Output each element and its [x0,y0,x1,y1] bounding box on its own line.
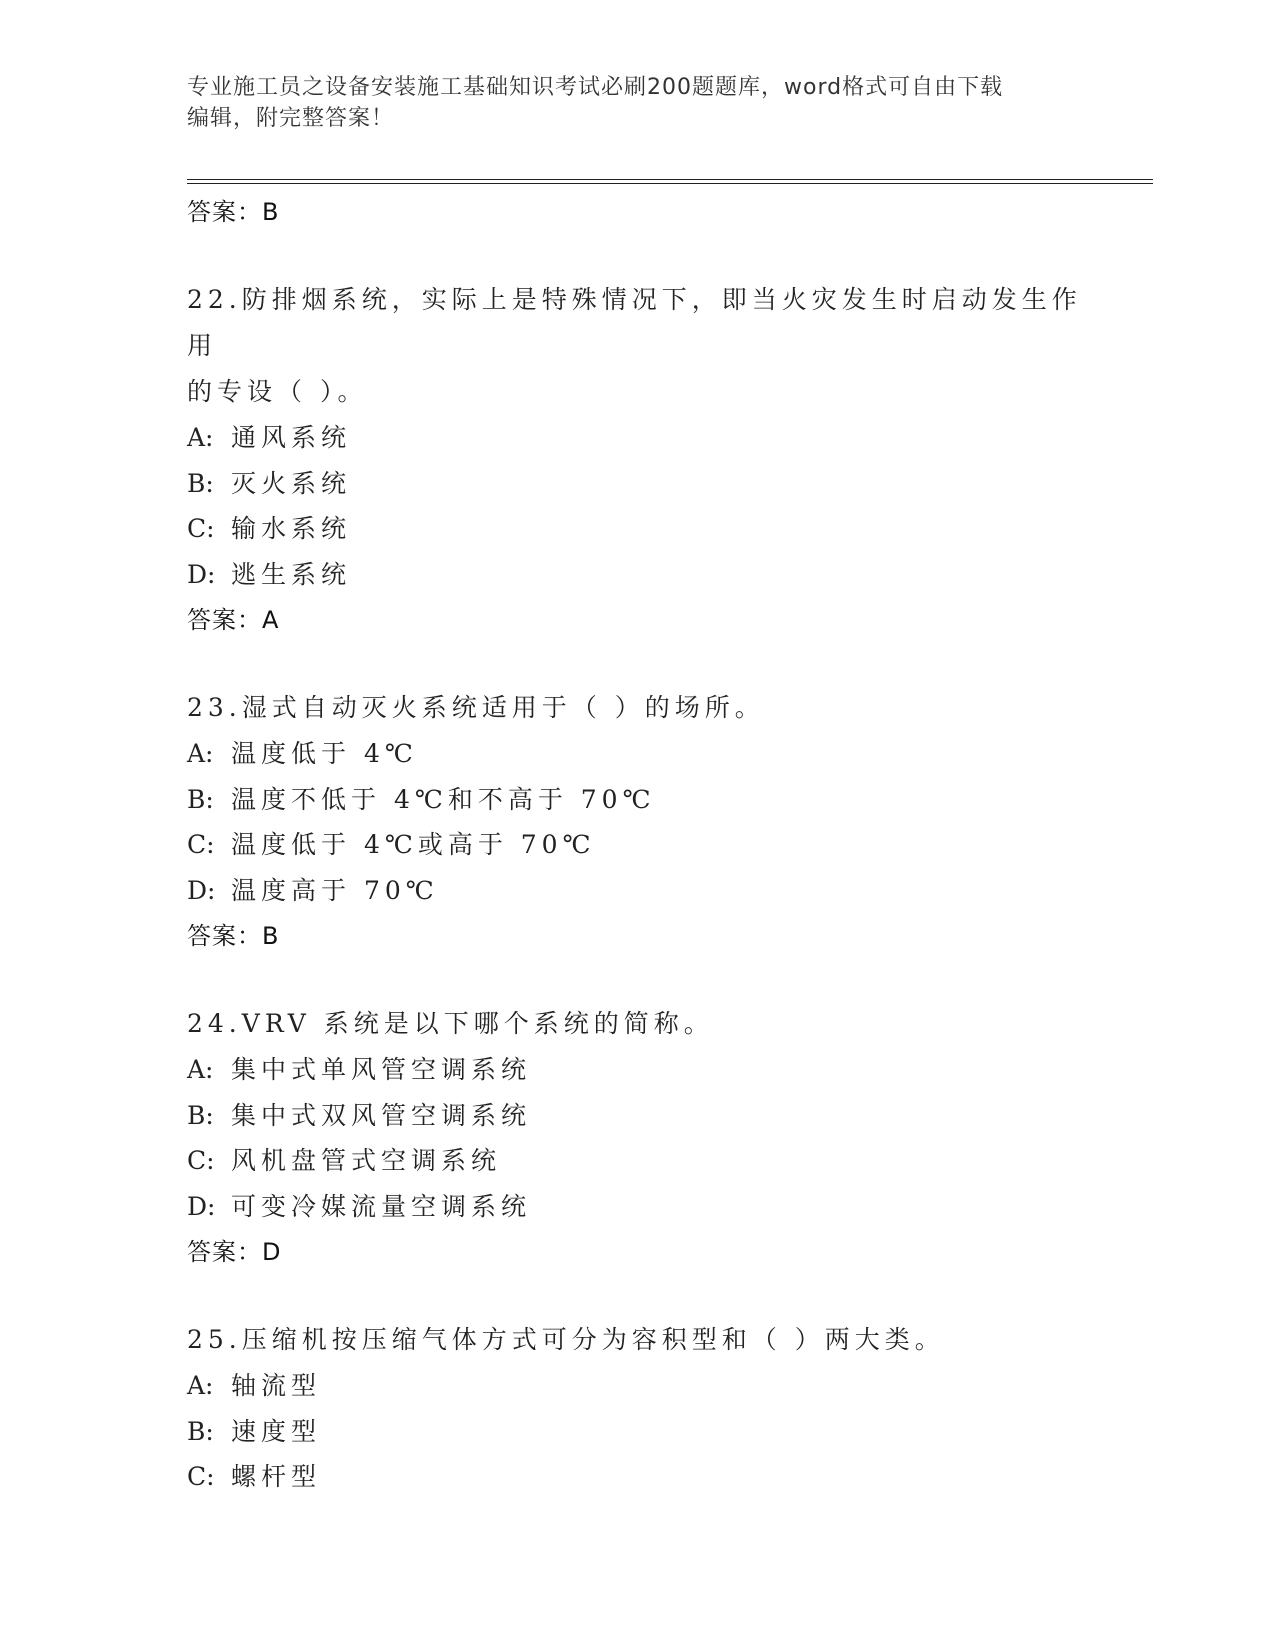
option-a [187,1047,1087,1093]
option-letter: A: [187,423,214,452]
option-d [187,1184,1087,1230]
option-text: 灭火系统 [231,468,352,498]
question-stem-line: 的专设（ ）。 [187,377,368,406]
question-25 [187,1317,1087,1500]
option-a [187,1363,1087,1409]
option-d [187,552,1087,598]
option-a [187,731,1087,777]
answer-line: 答案：D [187,1238,282,1266]
option-text: 逃生系统 [231,559,352,589]
option-letter: C: [187,514,215,543]
option-text: 速度型 [231,1416,322,1446]
header-divider-bottom [187,183,1153,184]
document-header [187,72,1067,134]
option-text: 输水系统 [231,514,352,543]
option-text: 轴流型 [231,1371,322,1400]
header-line-1: 专业施工员之设备安装施工基础知识考试必刷200题题库，word格式可自由下载 [187,75,1004,100]
option-text: 螺杆型 [231,1462,322,1491]
question-stem-line: 24.VRV 系统是以下哪个系统的简称。 [187,1009,714,1038]
option-letter: B: [187,1416,214,1446]
option-c [187,1454,1087,1500]
option-b [187,1093,1087,1139]
question-23 [187,685,1087,959]
option-letter: A: [187,1055,214,1084]
option-letter: A: [187,1371,214,1400]
option-b [187,461,1087,507]
option-text: 集中式单风管空调系统 [231,1055,532,1084]
option-text: 可变冷媒流量空调系统 [231,1191,532,1221]
option-text: 风机盘管式空调系统 [231,1146,502,1175]
option-d [187,868,1087,914]
header-line-2: 编辑，附完整答案！ [187,106,395,131]
question-stem-line: 25.压缩机按压缩气体方式可分为容积型和（ ）两大类。 [187,1325,945,1354]
option-b [187,777,1087,823]
option-text: 集中式双风管空调系统 [231,1100,532,1130]
question-stem-line: 22.防排烟系统，实际上是特殊情况下，即当火灾发生时启动发生作用 [187,285,1082,360]
answer-line: 答案：A [187,606,280,634]
option-letter: A: [187,739,214,768]
option-letter: D: [187,1191,216,1221]
option-text: 温度不低于 4℃和不高于 70℃ [231,784,656,814]
question-stem-line: 23.湿式自动灭火系统适用于（ ）的场所。 [187,693,765,722]
option-letter: B: [187,784,214,814]
option-letter: C: [187,1462,215,1491]
option-letter: B: [187,468,214,498]
question-22 [187,277,1087,643]
option-b [187,1409,1087,1455]
option-c [187,1138,1087,1184]
option-letter: C: [187,1146,215,1175]
option-text: 温度低于 4℃或高于 70℃ [231,830,596,859]
option-letter: D: [187,559,216,589]
option-letter: C: [187,830,215,859]
option-c [187,822,1087,868]
header-divider-top [187,179,1153,180]
option-a [187,415,1087,461]
previous-answer: 答案：B [187,198,280,226]
option-c [187,506,1087,552]
option-text: 通风系统 [231,423,352,452]
answer-line: 答案：B [187,922,280,950]
option-letter: B: [187,1100,214,1130]
option-text: 温度低于 4℃ [231,739,418,768]
option-text: 温度高于 70℃ [231,875,439,905]
document-body [187,189,1087,1500]
option-letter: D: [187,875,216,905]
question-24 [187,1001,1087,1275]
